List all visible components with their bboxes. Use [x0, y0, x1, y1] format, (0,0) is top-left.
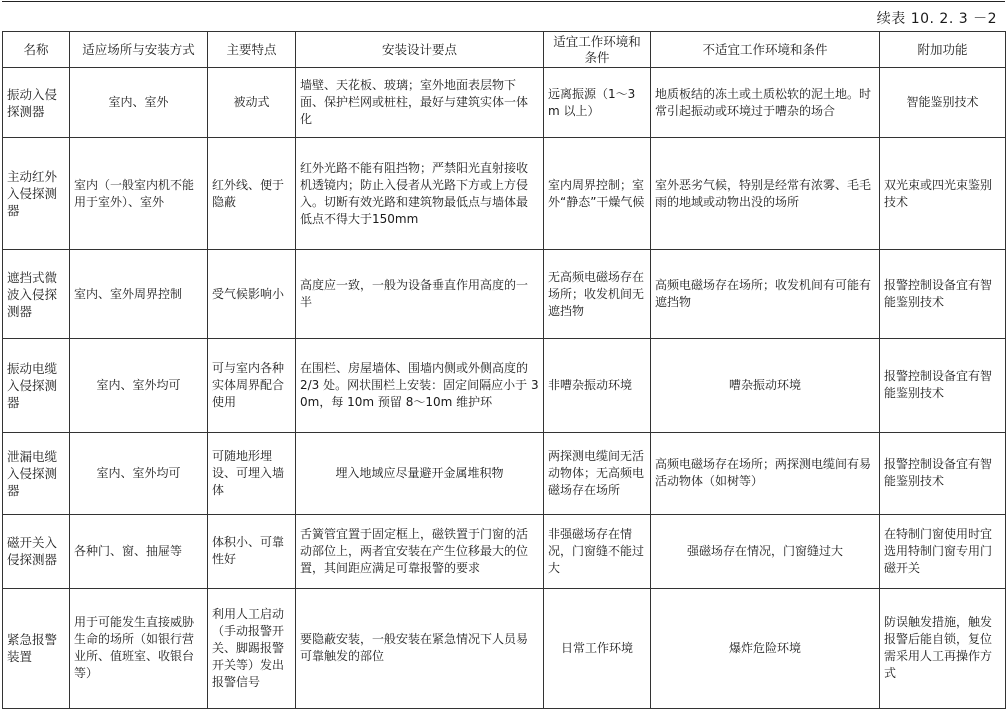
cell-feature: 被动式 [208, 68, 296, 138]
cell-extra: 报警控制设备宜有智能鉴别技术 [880, 339, 1006, 432]
cell-unsuitable: 室外恶劣气候，特别是经常有浓雾、毛毛雨的地域或动物出没的场所 [651, 138, 880, 250]
cell-unsuitable: 高频电磁场存在场所；收发机间有可能有遮挡物 [651, 250, 880, 339]
cell-name: 紧急报警装置 [3, 588, 70, 708]
cell-unsuitable: 爆炸危险环境 [651, 588, 880, 708]
cell-name: 磁开关入侵探测器 [3, 514, 70, 588]
cell-feature: 受气候影响小 [208, 250, 296, 339]
cell-feature: 体积小、可靠性好 [208, 514, 296, 588]
cell-extra: 智能鉴别技术 [880, 68, 1006, 138]
cell-design: 舌簧管宜置于固定框上，磁铁置于门窗的活动部位上，两者宜安装在产生位移最大的位置，其间距应满足可靠报警的要求 [296, 514, 544, 588]
cell-suitable: 非嘈杂振动环境 [544, 339, 651, 432]
header-design: 安装设计要点 [296, 32, 544, 68]
cell-extra: 防误触发措施，触发报警后能自锁，复位需采用人工再操作方式 [880, 588, 1006, 708]
cell-feature: 红外线、便于隐蔽 [208, 138, 296, 250]
cell-suitable: 远离振源（1～3m 以上） [544, 68, 651, 138]
cell-feature: 可随地形埋设、可埋入墙体 [208, 432, 296, 514]
cell-suitable: 日常工作环境 [544, 588, 651, 708]
cell-unsuitable: 地质板结的冻土或土质松软的泥土地。时常引起振动或环境过于嘈杂的场合 [651, 68, 880, 138]
cell-name: 遮挡式微波入侵探测器 [3, 250, 70, 339]
header-place: 适应场所与安装方式 [70, 32, 208, 68]
cell-extra: 双光束或四光束鉴别技术 [880, 138, 1006, 250]
table-row [3, 514, 1006, 588]
table-row [3, 588, 1006, 708]
cell-suitable: 室内周界控制；室外“静态”干燥气候 [544, 138, 651, 250]
cell-design: 墙壁、天花板、玻璃；室外地面表层物下面、保护栏网或桩柱，最好与建筑实体一体化 [296, 68, 544, 138]
top-rule [2, 1, 1005, 2]
header-feature: 主要特点 [208, 32, 296, 68]
cell-unsuitable: 强磁场存在情况，门窗缝过大 [651, 514, 880, 588]
cell-design: 在围栏、房屋墙体、围墙内侧或外侧高度的 2/3 处。网状围栏上安装：固定间隔应小于 30m，每 10m 预留 8～10m 维护环 [296, 339, 544, 432]
cell-feature: 可与室内各种实体周界配合使用 [208, 339, 296, 432]
cell-design: 埋入地域应尽量避开金属堆积物 [296, 432, 544, 514]
header-extra: 附加功能 [880, 32, 1006, 68]
cell-design: 要隐蔽安装，一般安装在紧急情况下人员易可靠触发的部位 [296, 588, 544, 708]
table-row [3, 339, 1006, 432]
cell-feature: 利用人工启动（手动报警开关、脚踢报警开关等）发出报警信号 [208, 588, 296, 708]
cell-place: 室内、室外 [70, 68, 208, 138]
cell-suitable: 无高频电磁场存在场所；收发机间无遮挡物 [544, 250, 651, 339]
cell-place: 用于可能发生直接威胁生命的场所（如银行营业所、值班室、收银台等） [70, 588, 208, 708]
cell-name: 主动红外入侵探测器 [3, 138, 70, 250]
cell-suitable: 两探测电缆间无活动物体；无高频电磁场存在场所 [544, 432, 651, 514]
cell-extra: 在特制门窗使用时宜选用特制门窗专用门磁开关 [880, 514, 1006, 588]
table-row [3, 250, 1006, 339]
cell-place: 室内（一般室内机不能用于室外）、室外 [70, 138, 208, 250]
cell-unsuitable: 高频电磁场存在场所；两探测电缆间有易活动物体（如树等） [651, 432, 880, 514]
cell-suitable: 非强磁场存在情况，门窗缝不能过大 [544, 514, 651, 588]
cell-name: 振动入侵探测器 [3, 68, 70, 138]
cell-design: 红外光路不能有阻挡物；严禁阳光直射接收机透镜内；防止入侵者从光路下方或上方侵入。切断有效光路和建筑物最低点与墙体最低点不得大于150mm [296, 138, 544, 250]
detector-spec-table [2, 31, 1006, 709]
cell-unsuitable: 嘈杂振动环境 [651, 339, 880, 432]
header-unsuitable: 不适宜工作环境和条件 [651, 32, 880, 68]
cell-name: 泄漏电缆入侵探测器 [3, 432, 70, 514]
cell-place: 室内、室外周界控制 [70, 250, 208, 339]
table-row [3, 138, 1006, 250]
header-row [3, 32, 1006, 68]
table-caption: 续表 10. 2. 3 －2 [876, 11, 997, 27]
header-name: 名称 [3, 32, 70, 68]
cell-extra: 报警控制设备宜有智能鉴别技术 [880, 250, 1006, 339]
cell-name: 振动电缆入侵探测器 [3, 339, 70, 432]
cell-place: 室内、室外均可 [70, 432, 208, 514]
header-suitable: 适宜工作环境和条件 [544, 32, 651, 68]
table-row [3, 432, 1006, 514]
cell-place: 各种门、窗、抽屉等 [70, 514, 208, 588]
cell-place: 室内、室外均可 [70, 339, 208, 432]
cell-extra: 报警控制设备宜有智能鉴别技术 [880, 432, 1006, 514]
table-row [3, 68, 1006, 138]
cell-design: 高度应一致，一般为设备垂直作用高度的一半 [296, 250, 544, 339]
